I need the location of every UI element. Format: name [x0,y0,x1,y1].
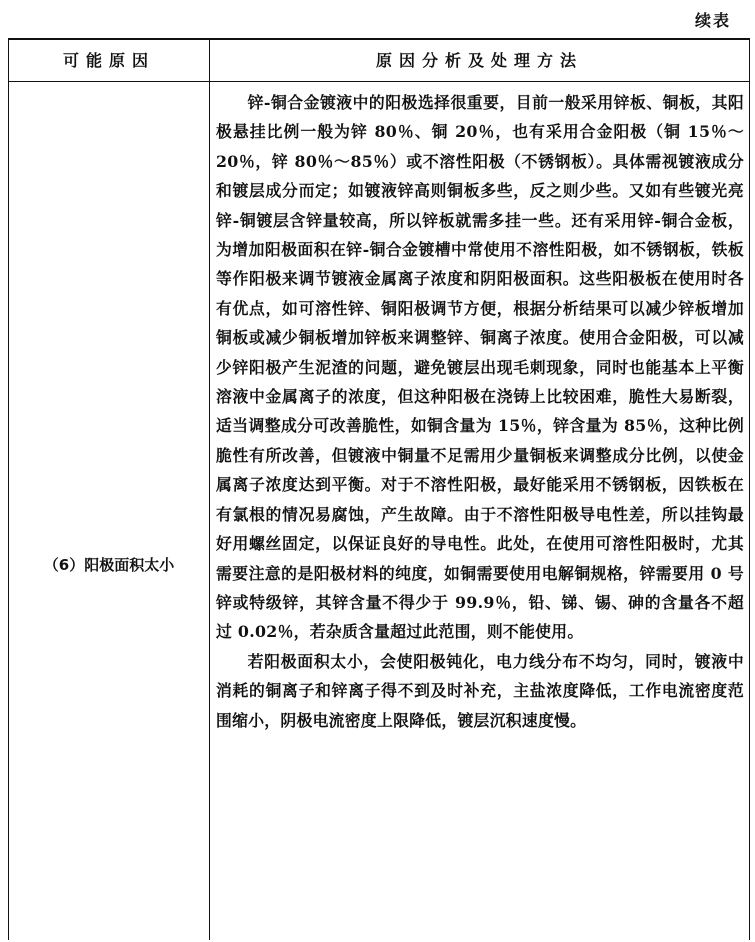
table-header-row [9,40,749,82]
analysis-cell [216,88,744,735]
cause-cell: （6）阳极面积太小 [43,556,175,574]
analysis-paragraph-2: 若阳极面积太小，会使阳极钝化，电力线分布不均匀，同时，镀液中消耗的铜离子和锌离子得不到及时补充，主盐浓度降低，工作电流密度范围缩小，阴极电流密度上限降低，镀层沉积速度慢。 [216,651,744,730]
continued-label: 续表 [694,11,731,30]
analysis-paragraph-1: 锌-铜合金镀液中的阳极选择很重要，目前一般采用锌板、铜板，其阳极悬挂比例一般为锌 80％、铜 20％，也有采用合金阳极（铜 15％～20％，锌 80％～85％）或不溶性阳极（不锈钢板）。具体需视镀液成分和镀层成分而定；如镀液锌高则铜板多些，反之则少些。又如有些镀光亮锌-铜镀层含锌量较高，所以锌板就需多挂一些。还有采用锌-铜合金板，为增加阳极面积在锌-铜合金镀槽中常使用不溶性阳极，如不锈钢板，铁板等作阳极来调节镀液金属离子浓度和阴阳极面积。这些阳极板在使用时各有优点，如可溶性锌、铜阳极调节方便，根据分析结果可以减少锌板增加铜板或减少铜板增加锌板来调整锌、铜离子浓度。使用合金阳极，可以减少锌阳极产生泥渣的问题，避免镀层出现毛刺现象，同时也能基本上平衡溶液中金属离子的浓度，但这种阳极在浇铸上比较困难，脆性大易断裂，适当调整成分可改善脆性，如铜含量为 15％，锌含量为 85％，这种比例脆性有所改善，但镀液中铜量不足需用少量铜板来调整成分比例，以使金属离子浓度达到平衡。对于不溶性阳极，最好能采用不锈钢板，因铁板在有氯根的情况易腐蚀，产生故障。由于不溶性阳极导电性差，所以挂钩最好用螺丝固定，以保证良好的导电性。此处，在使用可溶性阳极时，尤其需要注意的是阳极材料的纯度，如铜需要使用电解铜规格，锌需要用 0 号锌或特级锌，其锌含量不得少于 99.9％，铅、锑、锡、砷的含量各不超过 0.02％，若杂质含量超过此范围，则不能使用。 [216,93,744,642]
header-possible-cause: 可能原因 [62,51,155,70]
causes-table [8,38,750,940]
header-analysis-method: 原因分析及处理方法 [375,51,583,70]
table-row [9,82,749,942]
